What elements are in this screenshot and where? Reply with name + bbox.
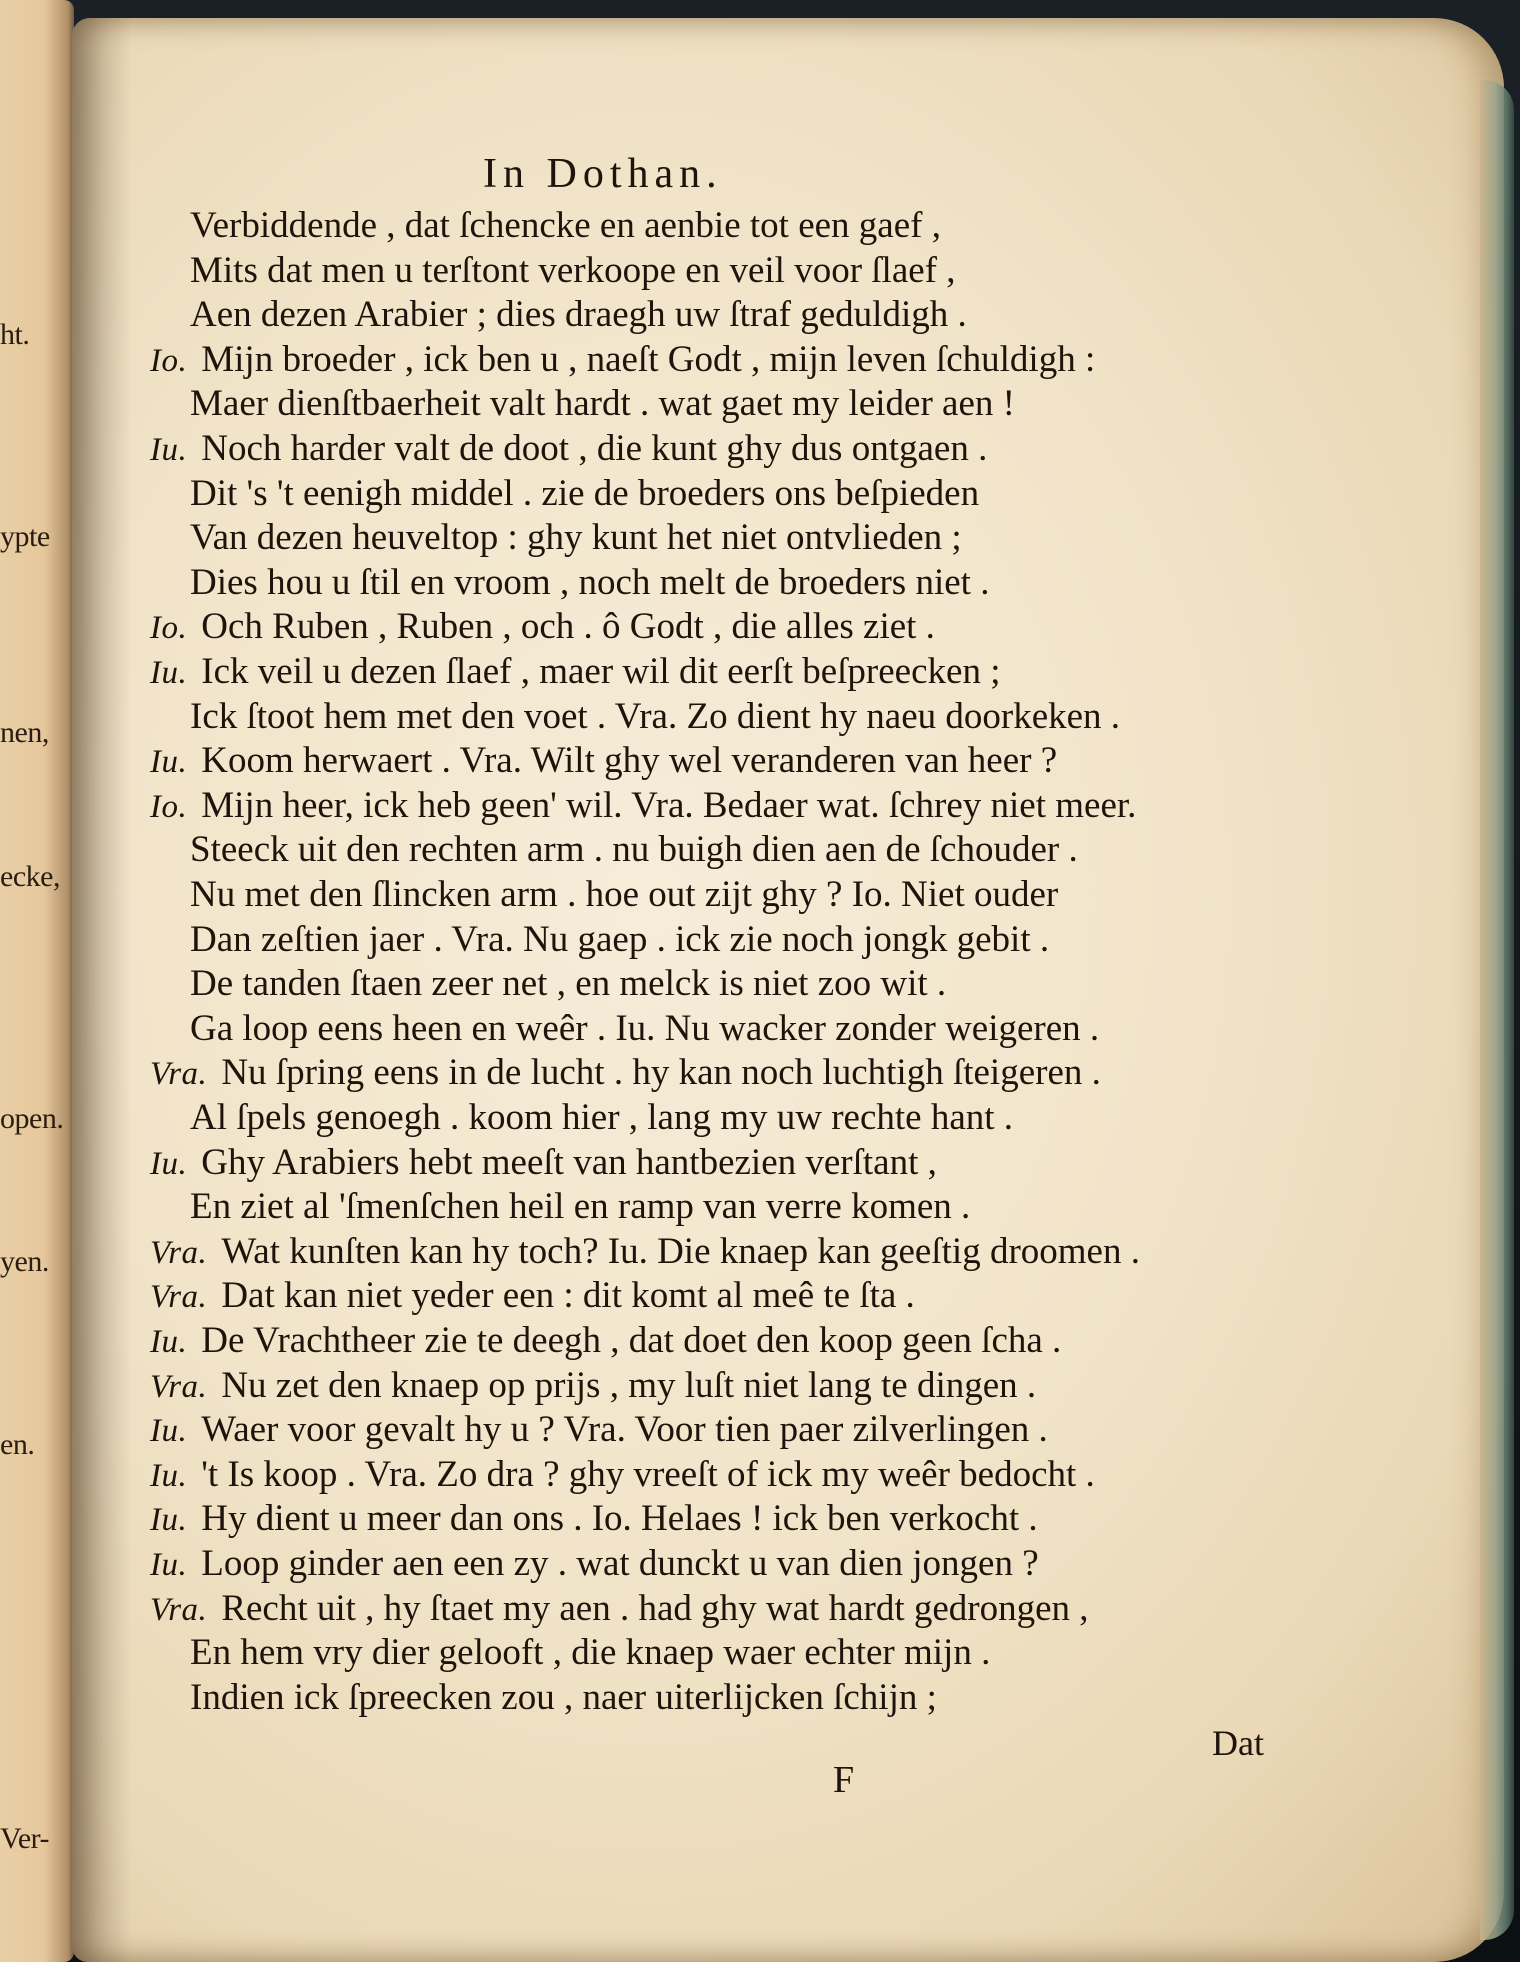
verse-text-content: Mits dat men u terſtont verkoope en veil voor ſlaef , [190, 249, 956, 291]
spine-shadow [72, 18, 132, 1962]
left-page-fragment: en. [0, 1428, 35, 1461]
verse-line [190, 561, 989, 605]
verse-line [190, 918, 1049, 962]
verse-line [150, 1497, 1038, 1541]
verse-line [190, 828, 1078, 872]
left-page-fragment: open. [0, 1102, 64, 1135]
signature-mark: F [833, 1759, 855, 1801]
verse-line [150, 1230, 1140, 1274]
verse-line [150, 1587, 1089, 1631]
speaker-label: Iu. [150, 432, 188, 468]
left-page-fragment: yen. [0, 1245, 49, 1278]
verse-text-content: Aen dezen Arabier ; dies draegh uw ſtraf geduldigh . [190, 294, 967, 336]
left-page-fragment: ypte [0, 520, 50, 553]
verse-line [150, 1364, 1036, 1408]
verse-text-content: 't Is koop . Vra. Zo dra ? ghy vreeſt of ick my weêr bedocht . [201, 1453, 1095, 1495]
speaker-label: Iu. [150, 1413, 188, 1450]
verse-text-content: Van dezen heuveltop : ghy kunt het niet ontvlieden ; [190, 517, 962, 559]
verse-line [190, 1676, 937, 1720]
speaker-label: Iu. [150, 655, 188, 691]
speaker-label: Iu. [150, 1547, 188, 1583]
verse-line [150, 427, 987, 471]
verse-text-content: En ziet al 'ſmenſchen heil en ramp van verre komen . [190, 1186, 971, 1228]
left-page-fragment: ecke, [0, 860, 60, 893]
verse-line [190, 293, 967, 337]
running-header: In Dothan. [483, 151, 723, 197]
verse-text-content: Dit 's 't eenigh middel . zie de broeders ons beſpieden [190, 472, 980, 514]
verse-line [150, 1051, 1101, 1095]
verse-text-content: Verbiddende , dat ſchencke en aenbie tot een gaef , [190, 205, 941, 246]
verse-line [190, 1096, 1013, 1140]
verse-line [190, 873, 1058, 917]
page-edge-stack [1480, 80, 1514, 1940]
verse-line [150, 1274, 915, 1318]
verse-line [190, 1631, 990, 1675]
verse-text-content: Nu met den ſlincken arm . hoe out zijt ghy ? Io. Niet ouder [190, 874, 1059, 915]
verse-line [190, 204, 941, 248]
verse-text-content: Loop ginder aen een zy . wat dunckt u van dien jongen ? [201, 1543, 1039, 1584]
verse-text-content: Dies hou u ſtil en vroom , noch melt de broeders niet . [190, 561, 990, 603]
verse-line [150, 1542, 1039, 1586]
verse-text-content: Dan zeſtien jaer . Vra. Nu gaep . ick zie noch jongk gebit . [190, 918, 1050, 960]
verse-text-content: Ga loop eens heen en weêr . Iu. Nu wacker zonder weigeren . [190, 1007, 1100, 1049]
left-page-fragment: Ver- [0, 1822, 50, 1855]
verse-text-content: Waer voor gevalt hy u ? Vra. Voor tien paer zilverlingen . [201, 1409, 1048, 1451]
speaker-label: Iu. [150, 1457, 188, 1494]
speaker-label: Iu. [150, 1502, 188, 1539]
verse-line [150, 739, 1057, 783]
verse-line [150, 338, 1095, 382]
speaker-label: Vra. [150, 1056, 208, 1093]
verse-text-content: Mijn broeder , ick ben u , naeſt Godt , mijn leven ſchuldigh : [201, 338, 1096, 380]
verse-line [150, 605, 935, 649]
verse-text-content: Maer dienſtbaerheit valt hardt . wat gaet my leider aen ! [190, 383, 1015, 425]
verse-line [190, 1185, 970, 1229]
verse-text-content: Nu zet den knaep op prijs , my luſt niet lang te dingen . [221, 1364, 1037, 1406]
verse-text-content: Ick ſtoot hem met den voet . Vra. Zo dient hy naeu doorkeken . [190, 695, 1121, 737]
speaker-label: Iu. [150, 1145, 188, 1182]
verse-text-content: Indien ick ſpreecken zou , naer uiterlijcken ſchijn ; [190, 1676, 937, 1718]
verse-text-content: Recht uit , hy ſtaet my aen . had ghy wat hardt gedrongen , [221, 1587, 1089, 1629]
verse-line [150, 1141, 937, 1185]
verse-text-content: Steeck uit den rechten arm . nu buigh dien aen de ſchouder . [190, 829, 1078, 871]
speaker-label: Vra. [150, 1591, 208, 1628]
verse-line [150, 784, 1136, 828]
verse-text-content: Koom herwaert . Vra. Wilt ghy wel veranderen van heer ? [201, 740, 1058, 782]
verse-text-content: De Vrachtheer zie te deegh , dat doet den koop geen ſcha . [201, 1320, 1062, 1361]
verse-line [190, 962, 946, 1006]
verse-line [150, 650, 1000, 694]
verse-line [190, 695, 1120, 739]
verse-text-content: Ghy Arabiers hebt meeſt van hantbezien verſtant , [201, 1141, 937, 1183]
left-page-fragment: ht. [0, 318, 30, 351]
verse-text-content: Ick veil u dezen ſlaef , maer wil dit eerſt beſpreecken ; [201, 651, 1001, 692]
verse-text-content: Och Ruben , Ruben , och . ô Godt , die alles ziet . [201, 606, 935, 648]
verse-line [150, 1319, 1061, 1363]
verse-text-content: De tanden ſtaen zeer net , en melck is niet zoo wit . [190, 963, 947, 1005]
verse-text-content: Al ſpels genoegh . koom hier , lang my uw rechte hant . [190, 1097, 1014, 1138]
left-page-fragment: nen, [0, 716, 49, 749]
verse-text-content: En hem vry dier gelooft , die knaep waer echter mijn . [190, 1632, 991, 1674]
verse-line [190, 249, 956, 293]
previous-page-edge [0, 0, 74, 1962]
speaker-label: Vra. [150, 1368, 208, 1405]
verse-text-content: Hy dient u meer dan ons . Io. Helaes ! ick ben verkocht . [201, 1498, 1038, 1540]
speaker-label: Iu. [150, 744, 188, 781]
verse-text-content: Noch harder valt de doot , die kunt ghy dus ontgaen . [201, 428, 988, 469]
speaker-label: Io. [150, 610, 188, 647]
verse-line [150, 1453, 1095, 1497]
verse-line [190, 382, 1015, 426]
verse-text-content: Wat kunſten kan hy toch? Iu. Die knaep kan geeſtig droomen . [221, 1230, 1140, 1272]
verse-line [190, 516, 962, 560]
catchword: Dat [1212, 1723, 1264, 1763]
speaker-label: Io. [150, 342, 188, 379]
verse-text-content: Dat kan niet yeder een : dit komt al meê te ſta . [221, 1275, 915, 1317]
verse-text-content: Mijn heer, ick heb geen' wil. Vra. Bedaer wat. ſchrey niet meer. [201, 784, 1137, 826]
speaker-label: Iu. [150, 1324, 188, 1360]
verse-line [190, 1007, 1099, 1051]
verse-line [190, 472, 979, 516]
speaker-label: Vra. [150, 1234, 208, 1271]
speaker-label: Vra. [150, 1279, 208, 1316]
verse-text-content: Nu ſpring eens in de lucht . hy kan noch luchtigh ſteigeren . [221, 1052, 1101, 1094]
verse-line [150, 1408, 1048, 1452]
speaker-label: Io. [150, 788, 188, 825]
